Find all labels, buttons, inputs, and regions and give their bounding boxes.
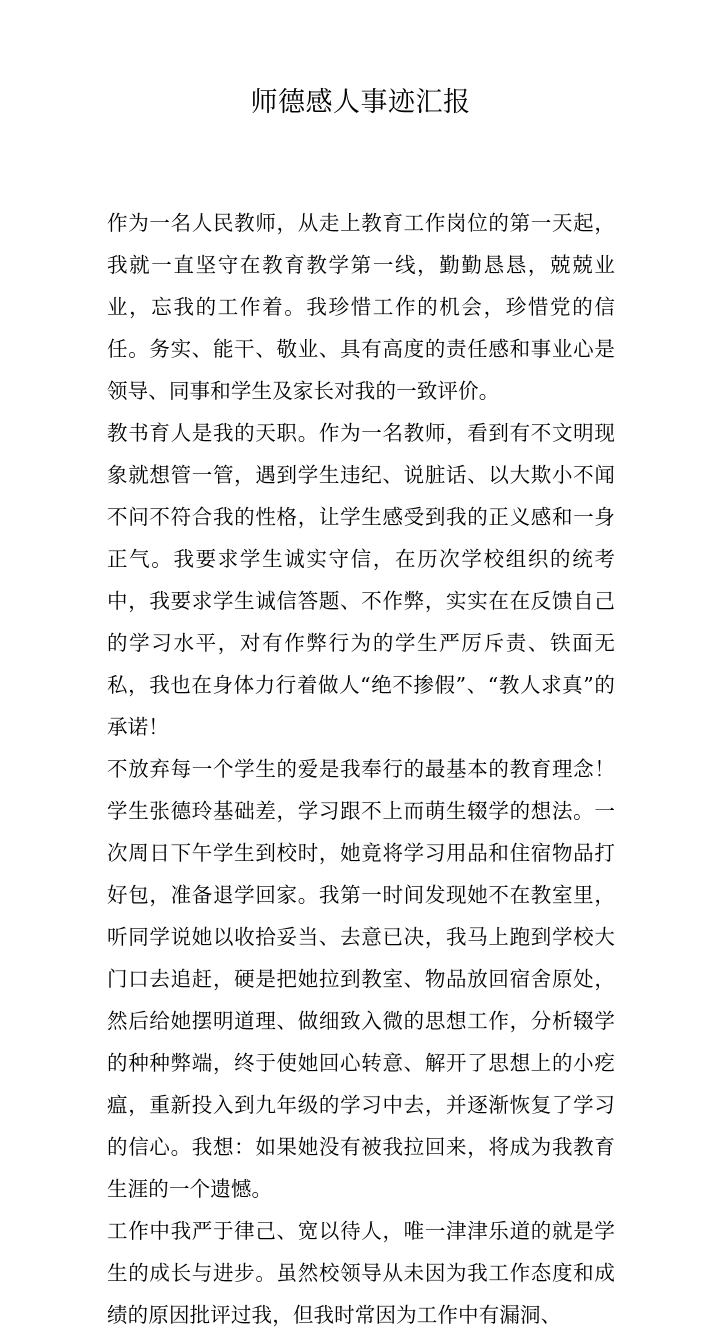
paragraph: 教书育人是我的天职。作为一名教师，看到有不文明现象就想管一管，遇到学生违纪、说脏话、以大欺小不闻不问不符合我的性格，让学生感受到我的正义感和一身正气。我要求学生诚实守信，在历次学校组织的统考中，我要求学生诚信答题、不作弊，实实在在反馈自己的学习水平，对有作弊行为的学生严厉斥责、铁面无私，我也在身体力行着做人“绝不掺假”、“教人求真”的承诺！	[107, 421, 615, 739]
paragraph: 不放弃每一个学生的爱是我奉行的最基本的教育理念！学生张德玲基础差，学习跟不上而萌生辍学的想法。一次周日下午学生到校时，她竟将学习用品和住宿物品打好包，准备退学回家。我第一时间发现她不在教室里，听同学说她以收拾妥当、去意已决，我马上跑到学校大门口去追赶，硬是把她拉到教室、物品放回宿舍原处，然后给她摆明道理、做细致入微的思想工作，分析辍学的种种弊端，终于使她回心转意、解开了思想上的小疙瘟，重新投入到九年级的学习中去，并逐渐恢复了学习的信心。我想：如果她没有被我拉回来，将成为我教育生涯的一个遗憾。	[107, 757, 615, 1201]
paragraph: 工作中我严于律己、宽以待人，唯一津津乐道的就是学生的成长与进步。虽然校领导从未因为我工作态度和成绩的原因批评过我，但我时常因为工作中有漏洞、	[107, 1219, 615, 1327]
paragraph: 作为一名人民教师，从走上教育工作岗位的第一天起，我就一直坚守在教育教学第一线，勤勤恳恳，兢兢业业，忘我的工作着。我珍惜工作的机会，珍惜党的信任。务实、能干、敬业、具有高度的责任感和事业心是领导、同事和学生及家长对我的一致评价。	[107, 211, 615, 403]
document-body	[107, 202, 615, 1336]
page-title: 师德感人事迹汇报	[250, 87, 471, 118]
